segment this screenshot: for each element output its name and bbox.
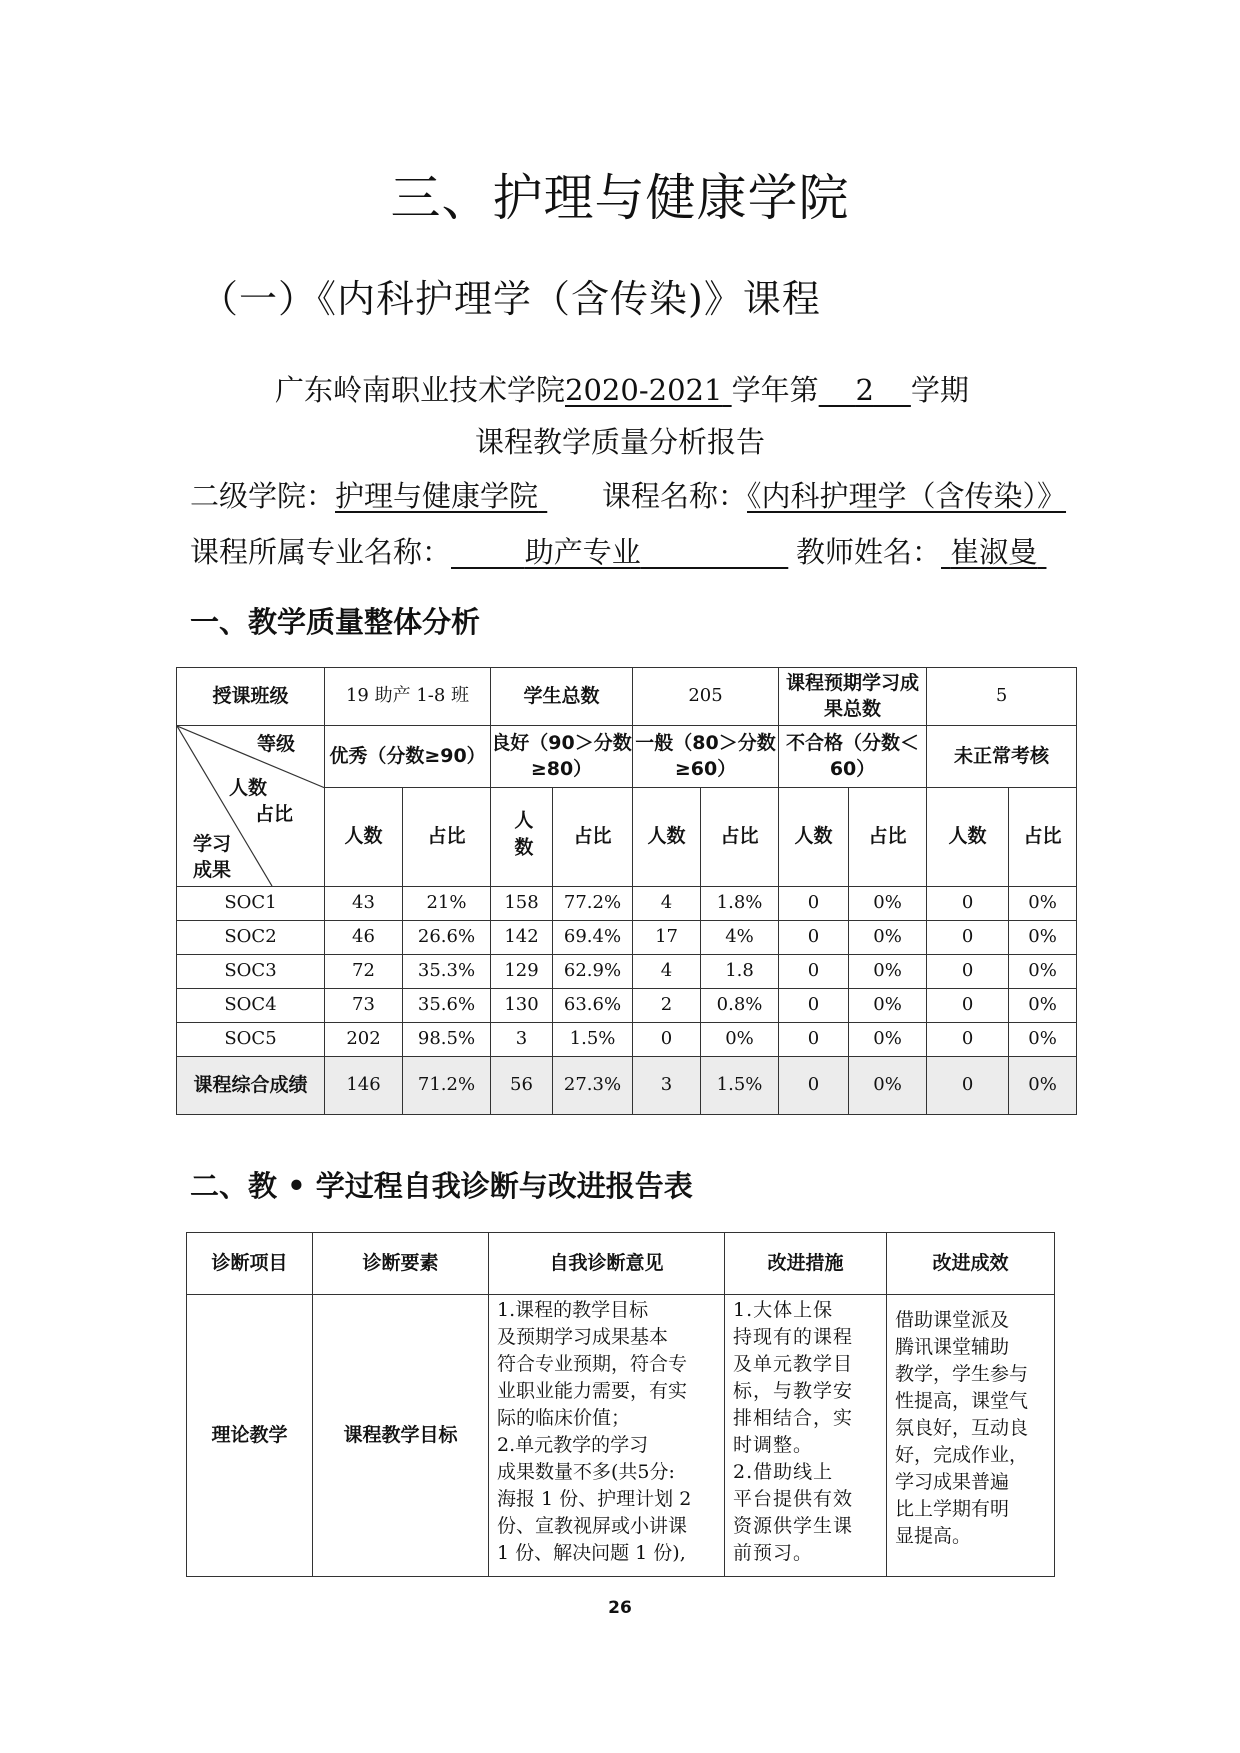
opinion-line: 际的临床价值； — [497, 1406, 631, 1429]
sub-count-vertical: 人数 — [491, 788, 553, 887]
term-suffix: 学期 — [910, 373, 969, 407]
table-cell: 0 — [927, 887, 1009, 921]
year-suffix: 学年第 — [731, 373, 819, 407]
table-cell: 0 — [779, 1057, 849, 1115]
course-value: 《内科护理学（含传染）》 — [747, 479, 1067, 513]
header-opinion: 自我诊断意见 — [489, 1233, 725, 1295]
effect-line: 比上学期有明 — [895, 1497, 1010, 1520]
table-cell: 26.6% — [403, 921, 491, 955]
table-cell: 1.5% — [553, 1023, 633, 1057]
grade-fair: 一般（80＞分数≥60） — [633, 726, 779, 788]
table-cell: 0% — [1009, 1057, 1077, 1115]
opinion-line: 及预期学习成果基本 — [497, 1325, 669, 1348]
table-cell: 69.4% — [553, 921, 633, 955]
table-cell: 35.6% — [403, 989, 491, 1023]
table-cell: 0% — [849, 1057, 927, 1115]
table-cell: 1.8% — [701, 887, 779, 921]
table-cell: 3 — [491, 1023, 553, 1057]
table-cell: 142 — [491, 921, 553, 955]
outcome-row — [177, 955, 1077, 989]
diag-count-label: 人数 — [229, 777, 268, 799]
quality-analysis-table — [176, 667, 1077, 1115]
table-cell: 0.8% — [701, 989, 779, 1023]
diag-outcome-label: 学习成果 — [192, 833, 231, 881]
table-cell: 0% — [1009, 887, 1077, 921]
grade-excellent: 优秀（分数≥90） — [325, 726, 491, 788]
opinion-line: 符合专业预期，符合专 — [497, 1352, 688, 1375]
course-subtitle: （一）《内科护理学（含传染)》课程 — [200, 277, 821, 321]
table-cell: 0 — [779, 887, 849, 921]
college-label: 二级学院： — [190, 479, 336, 513]
header-effect: 改进成效 — [887, 1233, 1055, 1295]
measure-line: 前预习。 — [733, 1541, 814, 1564]
table-cell: 3 — [633, 1057, 701, 1115]
major-line — [190, 530, 788, 571]
effect-line: 教学，学生参与 — [895, 1362, 1029, 1385]
outcome-name: SOC2 — [177, 921, 325, 955]
table-cell: 62.9% — [553, 955, 633, 989]
table-cell: 0 — [927, 1057, 1009, 1115]
opinion-cell — [489, 1295, 725, 1577]
opinion-line: 1 份、解决问题 1 份), — [497, 1541, 686, 1564]
measure-cell — [725, 1295, 887, 1577]
school-name: 广东岭南职业技术学院 — [275, 373, 566, 407]
effect-line: 腾讯课堂辅助 — [895, 1335, 1010, 1358]
opinion-line: 份、宣教视屏或小讲课 — [497, 1514, 688, 1537]
major-label: 课程所属专业名称： — [190, 535, 452, 569]
table-cell: 0% — [701, 1023, 779, 1057]
teacher-label: 教师姓名： — [796, 535, 942, 569]
outcome-row — [177, 921, 1077, 955]
teacher-value: 崔淑曼 — [950, 535, 1038, 569]
measure-line: 1.大体上保 — [733, 1299, 834, 1321]
opinion-line: 成果数量不多(共5分: — [497, 1460, 675, 1483]
grade-good: 良好（90＞分数≥80） — [491, 726, 633, 788]
effect-line: 借助课堂派及 — [895, 1309, 1010, 1331]
sub-count: 人数 — [325, 788, 403, 887]
sub-ratio: 占比 — [553, 788, 633, 887]
sub-ratio: 占比 — [701, 788, 779, 887]
outcome-name: SOC4 — [177, 989, 325, 1023]
table-cell: 0 — [779, 955, 849, 989]
table-cell: 77.2% — [553, 887, 633, 921]
outcomes-label: 课程预期学习成果总数 — [779, 668, 927, 726]
table-cell: 0 — [927, 955, 1009, 989]
measure-line: 资源供学生课 — [733, 1514, 854, 1537]
table-cell: 35.3% — [403, 955, 491, 989]
measure-line: 及单元教学目 — [733, 1352, 854, 1375]
course-line — [602, 474, 1066, 515]
table-cell: 56 — [491, 1057, 553, 1115]
table-cell: 0% — [849, 921, 927, 955]
table-cell: 0 — [779, 989, 849, 1023]
effect-line: 显提高。 — [895, 1524, 972, 1547]
sub-ratio: 占比 — [849, 788, 927, 887]
table-cell: 0 — [927, 1023, 1009, 1057]
diagonal-header-cell — [177, 726, 325, 887]
measure-line: 平台提供有效 — [733, 1487, 854, 1510]
header-element: 诊断要素 — [313, 1233, 489, 1295]
table-cell: 4 — [633, 887, 701, 921]
table-cell: 158 — [491, 887, 553, 921]
measure-line: 标，与教学安 — [733, 1379, 854, 1402]
outcome-name: SOC1 — [177, 887, 325, 921]
table-cell: 63.6% — [553, 989, 633, 1023]
diagnosis-table — [186, 1232, 1055, 1577]
opinion-line: 业职业能力需要，有实 — [497, 1379, 688, 1402]
measure-line: 2.借助线上 — [733, 1460, 834, 1483]
sub-ratio: 占比 — [1009, 788, 1077, 887]
measure-line: 排相结合，实 — [733, 1406, 854, 1429]
table-cell: 0% — [849, 955, 927, 989]
college-value: 护理与健康学院 — [335, 479, 539, 513]
table-cell: 1.8 — [701, 955, 779, 989]
table-cell: 0 — [779, 1023, 849, 1057]
table-cell: 4% — [701, 921, 779, 955]
opinion-line: 海报 1 份、护理计划 2 — [497, 1487, 692, 1510]
academic-year: 2020-2021 — [565, 373, 723, 407]
table-cell: 1.5% — [701, 1057, 779, 1115]
effect-line: 学习成果普遍 — [895, 1470, 1010, 1493]
report-heading: 课程教学质量分析报告 — [474, 425, 765, 459]
table-cell: 73 — [325, 989, 403, 1023]
effect-cell — [887, 1295, 1055, 1577]
total-value: 205 — [633, 668, 779, 726]
table-cell: 0% — [849, 1023, 927, 1057]
table-cell: 27.3% — [553, 1057, 633, 1115]
table-cell: 130 — [491, 989, 553, 1023]
table-cell: 0 — [779, 921, 849, 955]
table-cell: 202 — [325, 1023, 403, 1057]
table-cell: 129 — [491, 955, 553, 989]
table-cell: 2 — [633, 989, 701, 1023]
class-value: 19 助产 1-8 班 — [325, 668, 491, 726]
page-number: 26 — [608, 1598, 632, 1618]
item-theory-teaching: 理论教学 — [187, 1295, 313, 1577]
outcome-row — [177, 989, 1077, 1023]
table-cell: 0% — [849, 887, 927, 921]
outcomes-value: 5 — [927, 668, 1077, 726]
report-school-line — [275, 368, 969, 409]
table-cell: 21% — [403, 887, 491, 921]
diag-ratio-label: 占比 — [255, 803, 294, 825]
grade-fail: 不合格（分数＜60） — [779, 726, 927, 788]
opinion-line: 1.课程的教学目标 — [497, 1299, 649, 1321]
effect-line: 性提高，课堂气 — [895, 1389, 1029, 1412]
section-heading-2: 二、教 • 学过程自我诊断与改进报告表 — [190, 1169, 693, 1203]
total-label: 学生总数 — [491, 668, 633, 726]
table-cell: 0 — [633, 1023, 701, 1057]
class-label: 授课班级 — [177, 668, 325, 726]
section-heading-1: 一、教学质量整体分析 — [190, 605, 481, 639]
outcome-name: SOC5 — [177, 1023, 325, 1057]
header-measure: 改进措施 — [725, 1233, 887, 1295]
header-item: 诊断项目 — [187, 1233, 313, 1295]
table-cell: 98.5% — [403, 1023, 491, 1057]
table-cell: 0% — [1009, 955, 1077, 989]
opinion-line: 2.单元教学的学习 — [497, 1433, 649, 1456]
effect-line: 氛良好，互动良 — [895, 1416, 1029, 1439]
table-cell: 72 — [325, 955, 403, 989]
table-cell: 4 — [633, 955, 701, 989]
element-course-objective: 课程教学目标 — [313, 1295, 489, 1577]
table-cell: 0% — [849, 989, 927, 1023]
course-label: 课程名称： — [602, 479, 748, 513]
measure-line: 时调整。 — [733, 1433, 814, 1456]
table-cell: 0 — [927, 921, 1009, 955]
grade-absent: 未正常考核 — [927, 726, 1077, 788]
table-cell: 0% — [1009, 989, 1077, 1023]
college-line — [190, 474, 547, 515]
measure-line: 持现有的课程 — [733, 1325, 854, 1348]
table-cell: 71.2% — [403, 1057, 491, 1115]
diag-grade-label: 等级 — [257, 733, 296, 755]
sub-count: 人数 — [633, 788, 701, 887]
table-cell: 146 — [325, 1057, 403, 1115]
table-cell: 43 — [325, 887, 403, 921]
major-value: 助产专业 — [524, 535, 641, 569]
table-cell: 17 — [633, 921, 701, 955]
table-cell: 0% — [1009, 1023, 1077, 1057]
table-cell: 0 — [927, 989, 1009, 1023]
sub-ratio: 占比 — [403, 788, 491, 887]
total-row — [177, 1057, 1077, 1115]
term-number: 2 — [855, 373, 874, 407]
total-row-label: 课程综合成绩 — [177, 1057, 325, 1115]
sub-count: 人数 — [779, 788, 849, 887]
effect-line: 好，完成作业， — [895, 1443, 1029, 1466]
teacher-line — [796, 530, 1046, 571]
outcome-name: SOC3 — [177, 955, 325, 989]
outcome-row — [177, 1023, 1077, 1057]
outcome-rows — [177, 887, 1077, 1057]
sub-count: 人数 — [927, 788, 1009, 887]
table-cell: 0% — [1009, 921, 1077, 955]
outcome-row — [177, 887, 1077, 921]
table-cell: 46 — [325, 921, 403, 955]
page-title: 三、护理与健康学院 — [390, 169, 850, 227]
